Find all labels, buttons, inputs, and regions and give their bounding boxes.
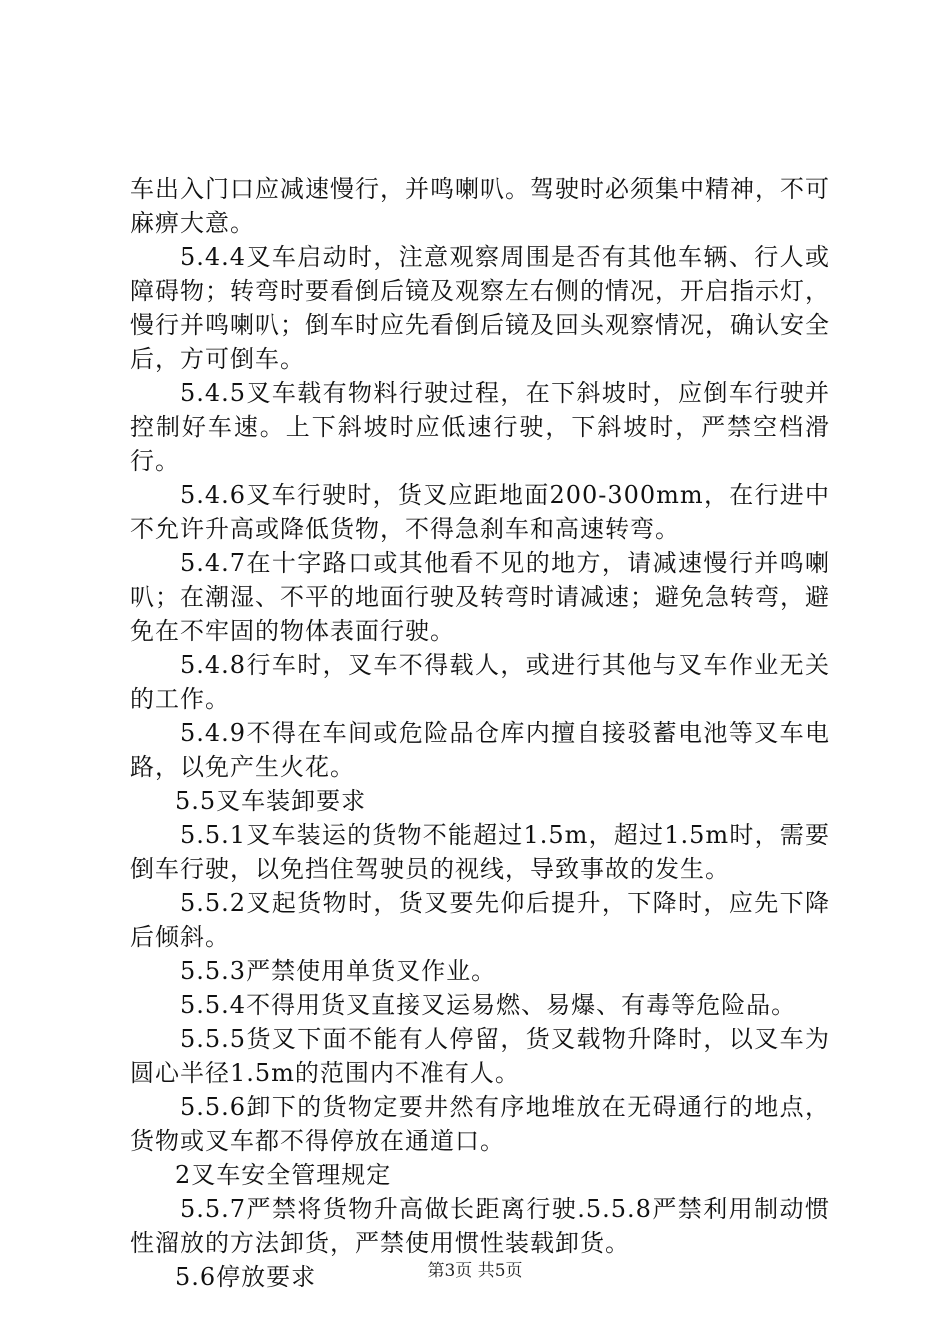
document-body xyxy=(130,172,830,1294)
section-heading-safety-rules: 2叉车安全管理规定 xyxy=(175,1161,392,1189)
paragraph-5-5-5: 5.5.5货叉下面不能有人停留，货叉载物升降时，以叉车为圆心半径1.5m的范围内不准有人。 xyxy=(130,1025,830,1087)
paragraph-5-5-3: 5.5.3严禁使用单货叉作业。 xyxy=(180,957,497,985)
paragraph-5-5-2: 5.5.2叉起货物时，货叉要先仰后提升，下降时，应先下降后倾斜。 xyxy=(130,889,830,951)
paragraph-5-4-9: 5.4.9不得在车间或危险品仓库内擅自接驳蓄电池等叉车电路，以免产生火花。 xyxy=(130,719,830,781)
page-number: 第3页 共5页 xyxy=(427,1261,523,1281)
paragraph-5-5-1: 5.5.1叉车装运的货物不能超过1.5m，超过1.5m时，需要倒车行驶，以免挡住驾驶员的视线，导致事故的发生。 xyxy=(130,821,830,883)
section-heading-5-5: 5.5叉车装卸要求 xyxy=(175,787,367,815)
paragraph-5-4-8: 5.4.8行车时，叉车不得载人，或进行其他与叉车作业无关的工作。 xyxy=(130,651,830,713)
paragraph-5-4-6: 5.4.6叉车行驶时，货叉应距地面200-300mm，在行进中不允许升高或降低货物，不得急刹车和高速转弯。 xyxy=(130,481,830,543)
paragraph-continuation: 车出入门口应减速慢行，并鸣喇叭。驾驶时必须集中精神，不可麻痹大意。 xyxy=(130,175,830,237)
paragraph-5-5-6: 5.5.6卸下的货物定要井然有序地堆放在无碍通行的地点，货物或叉车都不得停放在通道口。 xyxy=(130,1093,830,1155)
paragraph-5-4-5: 5.4.5叉车载有物料行驶过程，在下斜坡时，应倒车行驶并控制好车速。上下斜坡时应低速行驶，下斜坡时，严禁空档滑行。 xyxy=(130,379,830,475)
section-heading-5-6: 5.6停放要求 xyxy=(175,1263,317,1291)
paragraph-5-4-4: 5.4.4叉车启动时，注意观察周围是否有其他车辆、行人或障碍物；转弯时要看倒后镜及观察左右侧的情况，开启指示灯，慢行并鸣喇叭；倒车时应先看倒后镜及回头观察情况，确认安全后，方可倒车。 xyxy=(130,243,830,373)
page-footer xyxy=(0,1256,950,1281)
paragraph-5-5-7: 5.5.7严禁将货物升高做长距离行驶.5.5.8严禁利用制动惯性溜放的方法卸货，严禁使用惯性装载卸货。 xyxy=(130,1195,830,1257)
paragraph-5-5-4: 5.5.4不得用货叉直接叉运易燃、易爆、有毒等危险品。 xyxy=(180,991,797,1019)
paragraph-5-4-7: 5.4.7在十字路口或其他看不见的地方，请减速慢行并鸣喇叭；在潮湿、不平的地面行驶及转弯时请减速；避免急转弯，避免在不牢固的物体表面行驶。 xyxy=(130,549,830,645)
